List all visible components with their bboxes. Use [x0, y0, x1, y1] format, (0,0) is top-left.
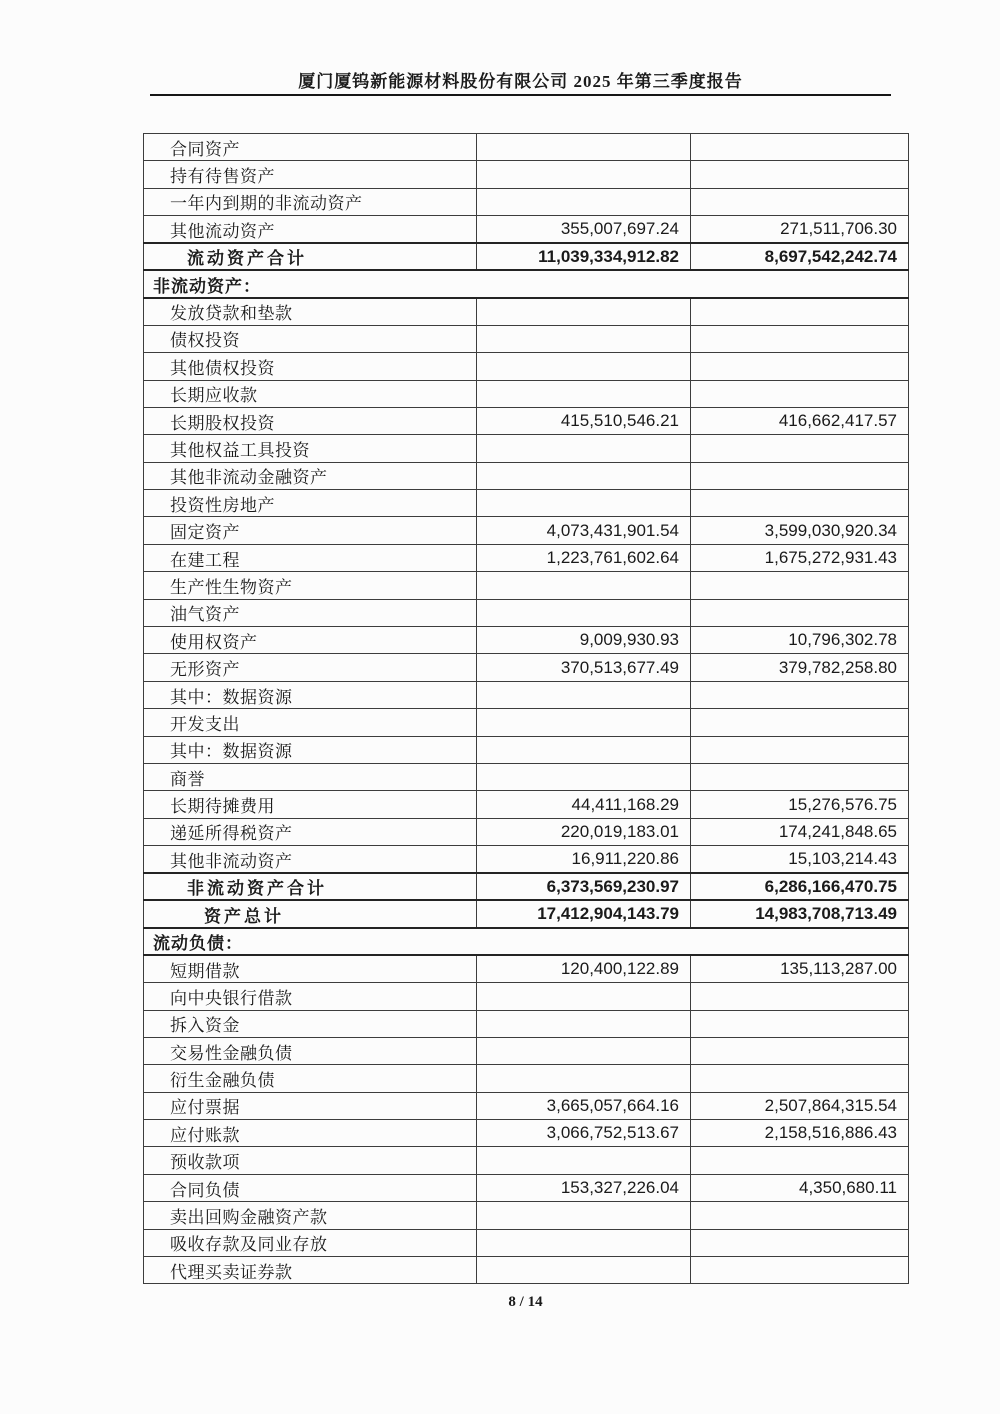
value-cell-prior: 1,675,272,931.43 [691, 544, 909, 571]
value-cell-current: 355,007,697.24 [477, 216, 691, 243]
item-label-cell: 代理买卖证券款 [144, 1257, 477, 1284]
table-row [144, 380, 909, 407]
table-row [144, 1092, 909, 1119]
value-cell-current: 120,400,122.89 [477, 955, 691, 982]
table-row [144, 1202, 909, 1229]
value-cell-current [477, 325, 691, 352]
value-cell-current [477, 572, 691, 599]
table-row [144, 763, 909, 790]
value-cell-current: 1,223,761,602.64 [477, 544, 691, 571]
table-row [144, 188, 909, 215]
value-cell-prior [691, 572, 909, 599]
value-cell-current [477, 490, 691, 517]
value-cell-current: 16,911,220.86 [477, 846, 691, 873]
item-label-cell: 拆入资金 [144, 1010, 477, 1037]
item-label-cell: 其中：数据资源 [144, 681, 477, 708]
item-label-cell: 固定资产 [144, 517, 477, 544]
value-cell-prior [691, 325, 909, 352]
value-cell-prior: 8,697,542,242.74 [691, 243, 909, 270]
item-label-cell: 其他债权投资 [144, 353, 477, 380]
table-row [144, 818, 909, 845]
table-row [144, 873, 909, 900]
item-label-cell: 其他非流动金融资产 [144, 462, 477, 489]
item-label-cell: 预收款项 [144, 1147, 477, 1174]
value-cell-current [477, 1229, 691, 1256]
item-label-cell: 持有待售资产 [144, 161, 477, 188]
value-cell-current: 370,513,677.49 [477, 654, 691, 681]
value-cell-prior: 15,103,214.43 [691, 846, 909, 873]
value-cell-prior: 271,511,706.30 [691, 216, 909, 243]
value-cell-current [477, 1010, 691, 1037]
value-cell-prior [691, 1229, 909, 1256]
table-row [144, 1120, 909, 1147]
item-label-cell: 其他权益工具投资 [144, 435, 477, 462]
value-cell-prior [691, 1202, 909, 1229]
item-label-cell: 其他流动资产 [144, 216, 477, 243]
table-row [144, 1229, 909, 1256]
report-title: 厦门厦钨新能源材料股份有限公司 2025 年第三季度报告 [298, 72, 743, 91]
value-cell-prior: 3,599,030,920.34 [691, 517, 909, 544]
item-label-cell: 长期股权投资 [144, 407, 477, 434]
value-cell-current [477, 1257, 691, 1284]
table-row [144, 325, 909, 352]
value-cell-prior [691, 1147, 909, 1174]
table-row [144, 599, 909, 626]
value-cell-prior: 416,662,417.57 [691, 407, 909, 434]
item-label-cell: 合同资产 [144, 134, 477, 161]
value-cell-prior: 10,796,302.78 [691, 627, 909, 654]
table-row [144, 407, 909, 434]
table-row [144, 490, 909, 517]
table-row [144, 270, 909, 297]
value-cell-prior [691, 380, 909, 407]
value-cell-prior: 135,113,287.00 [691, 955, 909, 982]
item-label-cell: 债权投资 [144, 325, 477, 352]
item-label-cell: 生产性生物资产 [144, 572, 477, 599]
value-cell-current [477, 1147, 691, 1174]
table-row [144, 243, 909, 270]
value-cell-current: 44,411,168.29 [477, 791, 691, 818]
section-header-cell: 流动负债： [144, 928, 909, 955]
page-number: 8 / 14 [508, 1294, 543, 1310]
value-cell-current: 17,412,904,143.79 [477, 900, 691, 927]
page-footer [143, 1294, 908, 1311]
item-label-cell: 长期待摊费用 [144, 791, 477, 818]
value-cell-current: 415,510,546.21 [477, 407, 691, 434]
table-row [144, 216, 909, 243]
value-cell-prior: 379,782,258.80 [691, 654, 909, 681]
table-row [144, 462, 909, 489]
table-row [144, 627, 909, 654]
value-cell-prior [691, 983, 909, 1010]
value-cell-current [477, 435, 691, 462]
value-cell-prior [691, 681, 909, 708]
value-cell-prior [691, 435, 909, 462]
item-label-cell: 使用权资产 [144, 627, 477, 654]
value-cell-current [477, 763, 691, 790]
value-cell-current: 4,073,431,901.54 [477, 517, 691, 544]
item-label-cell: 卖出回购金融资产款 [144, 1202, 477, 1229]
value-cell-prior: 15,276,576.75 [691, 791, 909, 818]
value-cell-current [477, 161, 691, 188]
table-row [144, 298, 909, 325]
table-row [144, 353, 909, 380]
value-cell-current: 3,665,057,664.16 [477, 1092, 691, 1119]
balance-sheet-table [143, 133, 909, 1284]
value-cell-current [477, 709, 691, 736]
value-cell-current [477, 353, 691, 380]
value-cell-current: 11,039,334,912.82 [477, 243, 691, 270]
value-cell-prior [691, 490, 909, 517]
table-row [144, 517, 909, 544]
value-cell-current: 3,066,752,513.67 [477, 1120, 691, 1147]
balance-sheet-body [144, 134, 909, 1284]
value-cell-prior [691, 1065, 909, 1092]
value-cell-current [477, 1065, 691, 1092]
value-cell-current: 153,327,226.04 [477, 1174, 691, 1201]
value-cell-current [477, 134, 691, 161]
item-label-cell: 其他非流动资产 [144, 846, 477, 873]
table-row [144, 654, 909, 681]
value-cell-prior [691, 1257, 909, 1284]
value-cell-prior [691, 1037, 909, 1064]
item-label-cell: 发放贷款和垫款 [144, 298, 477, 325]
table-row [144, 1010, 909, 1037]
table-row [144, 736, 909, 763]
table-row [144, 846, 909, 873]
header-rule [150, 94, 891, 96]
value-cell-prior [691, 161, 909, 188]
table-row [144, 709, 909, 736]
item-label-cell: 开发支出 [144, 709, 477, 736]
table-row [144, 1174, 909, 1201]
item-label-cell: 递延所得税资产 [144, 818, 477, 845]
table-row [144, 572, 909, 599]
value-cell-current [477, 983, 691, 1010]
value-cell-prior [691, 709, 909, 736]
value-cell-prior [691, 188, 909, 215]
value-cell-prior [691, 599, 909, 626]
table-row [144, 544, 909, 571]
value-cell-current [477, 462, 691, 489]
value-cell-prior [691, 298, 909, 325]
table-row [144, 681, 909, 708]
item-label-cell: 油气资产 [144, 599, 477, 626]
item-label-cell: 应付票据 [144, 1092, 477, 1119]
value-cell-prior [691, 1010, 909, 1037]
value-cell-current: 6,373,569,230.97 [477, 873, 691, 900]
item-label-cell: 资产总计 [144, 900, 477, 927]
item-label-cell: 其中：数据资源 [144, 736, 477, 763]
item-label-cell: 流动资产合计 [144, 243, 477, 270]
table-row [144, 955, 909, 982]
value-cell-current [477, 681, 691, 708]
value-cell-prior: 6,286,166,470.75 [691, 873, 909, 900]
value-cell-prior: 14,983,708,713.49 [691, 900, 909, 927]
item-label-cell: 非流动资产合计 [144, 873, 477, 900]
table-row [144, 1065, 909, 1092]
item-label-cell: 一年内到期的非流动资产 [144, 188, 477, 215]
table-row [144, 928, 909, 955]
item-label-cell: 衍生金融负债 [144, 1065, 477, 1092]
table-row [144, 1257, 909, 1284]
value-cell-prior: 174,241,848.65 [691, 818, 909, 845]
table-row [144, 791, 909, 818]
item-label-cell: 向中央银行借款 [144, 983, 477, 1010]
value-cell-prior: 2,158,516,886.43 [691, 1120, 909, 1147]
table-row [144, 435, 909, 462]
item-label-cell: 商誉 [144, 763, 477, 790]
value-cell-prior [691, 353, 909, 380]
item-label-cell: 投资性房地产 [144, 490, 477, 517]
table-row [144, 134, 909, 161]
value-cell-current [477, 736, 691, 763]
value-cell-prior [691, 134, 909, 161]
section-header-cell: 非流动资产： [144, 270, 909, 297]
item-label-cell: 在建工程 [144, 544, 477, 571]
item-label-cell: 长期应收款 [144, 380, 477, 407]
value-cell-current: 220,019,183.01 [477, 818, 691, 845]
table-row [144, 900, 909, 927]
item-label-cell: 应付账款 [144, 1120, 477, 1147]
item-label-cell: 无形资产 [144, 654, 477, 681]
value-cell-current [477, 380, 691, 407]
value-cell-current [477, 188, 691, 215]
value-cell-current [477, 1202, 691, 1229]
value-cell-prior [691, 736, 909, 763]
table-row [144, 1037, 909, 1064]
value-cell-prior: 2,507,864,315.54 [691, 1092, 909, 1119]
table-row [144, 1147, 909, 1174]
item-label-cell: 交易性金融负债 [144, 1037, 477, 1064]
table-row [144, 161, 909, 188]
value-cell-prior [691, 462, 909, 489]
item-label-cell: 短期借款 [144, 955, 477, 982]
item-label-cell: 吸收存款及同业存放 [144, 1229, 477, 1256]
table-row [144, 983, 909, 1010]
value-cell-prior: 4,350,680.11 [691, 1174, 909, 1201]
value-cell-current [477, 599, 691, 626]
value-cell-current: 9,009,930.93 [477, 627, 691, 654]
item-label-cell: 合同负债 [144, 1174, 477, 1201]
value-cell-current [477, 298, 691, 325]
value-cell-prior [691, 763, 909, 790]
value-cell-current [477, 1037, 691, 1064]
